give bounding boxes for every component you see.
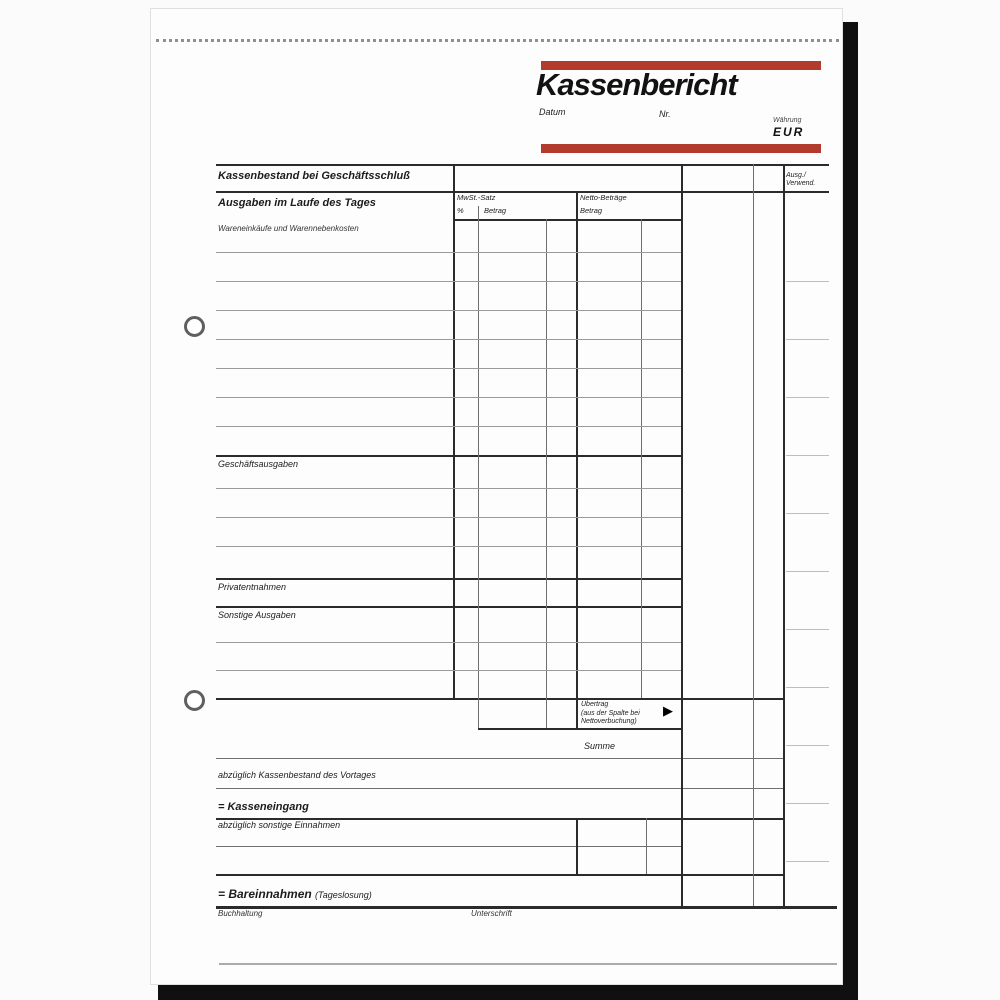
bottom-rule	[219, 963, 837, 965]
row-sonstige-ausgaben: Sonstige Ausgaben	[218, 610, 296, 620]
ruled-line	[216, 281, 681, 282]
ruled-line	[216, 488, 681, 489]
date-label: Datum	[539, 107, 566, 117]
grid-line	[216, 455, 681, 457]
grid-line	[216, 164, 829, 166]
grid-line-vertical	[546, 219, 547, 728]
right-column-rule	[786, 571, 829, 572]
grid-line	[478, 728, 681, 730]
grid-line-vertical	[646, 818, 647, 874]
grid-line-vertical	[783, 164, 785, 906]
grid-line	[216, 758, 783, 759]
row-ausgaben-heading: Ausgaben im Laufe des Tages	[218, 197, 376, 209]
ruled-line	[216, 426, 681, 427]
footer-left-label: Buchhaltung	[218, 909, 263, 918]
right-column-rule	[786, 745, 829, 746]
right-column-rule	[786, 513, 829, 514]
col-header-betrag: Betrag	[484, 206, 507, 215]
uebertrag-note	[581, 701, 640, 727]
grid-line	[216, 606, 681, 608]
punch-hole-top	[184, 316, 205, 337]
uebertrag-line1: Übertrag	[581, 701, 609, 708]
grid-line-vertical	[478, 206, 479, 728]
ruled-line	[216, 368, 681, 369]
carryover-arrow-icon: ▶	[663, 703, 673, 718]
col-header-right-1: Ausg./	[786, 172, 806, 179]
right-column-rule	[786, 455, 829, 456]
ruled-line	[216, 397, 681, 398]
col-header-right-2: Verwend.	[786, 180, 816, 187]
perforation-line	[156, 39, 839, 42]
grid-line	[216, 698, 783, 700]
row-kasseneingang: = Kasseneingang	[218, 801, 309, 813]
ruled-line	[216, 546, 681, 547]
row-bareinnahmen	[218, 888, 372, 901]
kassenbericht-form-page	[150, 8, 843, 985]
right-column-rule	[786, 339, 829, 340]
number-label: Nr.	[659, 109, 671, 119]
ruled-line	[216, 310, 681, 311]
page-shadow-right	[841, 22, 858, 1000]
grid-line-vertical	[641, 219, 642, 698]
right-column-rule	[786, 629, 829, 630]
row-geschaeftsausgaben: Geschäftsausgaben	[218, 459, 299, 469]
currency-label: Währung	[773, 117, 802, 124]
ruled-line	[216, 339, 681, 340]
grid-line-vertical	[753, 164, 754, 906]
row-kassenbestand: Kassenbestand bei Geschäftsschluß	[218, 170, 410, 182]
grid-line-vertical	[681, 164, 683, 906]
ruled-line	[216, 252, 681, 253]
form-title: Kassenbericht	[536, 67, 737, 102]
right-column-rule	[786, 281, 829, 282]
row-summe: Summe	[584, 741, 616, 751]
uebertrag-line2: (aus der Spalte bei	[581, 709, 640, 717]
right-column-rule	[786, 397, 829, 398]
col-header-netto-betrag: Betrag	[580, 206, 603, 215]
row-privatentnahmen: Privatentnahmen	[218, 582, 287, 592]
grid-line	[216, 846, 681, 847]
row-abzueglich-vortag: abzüglich Kassenbestand des Vortages	[218, 770, 376, 780]
grid-line-vertical	[453, 164, 455, 698]
grid-line-vertical	[576, 191, 578, 728]
punch-hole-bottom	[184, 690, 205, 711]
col-header-netto: Netto-Beträge	[580, 193, 627, 202]
ruled-line	[216, 642, 681, 643]
uebertrag-line3: Nettoverbuchung)	[581, 718, 637, 725]
bareinnahmen-note: (Tageslosung)	[315, 890, 372, 900]
ruled-line	[216, 670, 681, 671]
grid-line	[216, 906, 837, 909]
ruled-line	[216, 517, 681, 518]
grid-line	[216, 191, 829, 193]
row-abzueglich-sonstige: abzüglich sonstige Einnahmen	[218, 820, 341, 830]
right-column-rule	[786, 687, 829, 688]
grid-line	[216, 578, 681, 580]
row-wareneinkaeufe: Wareneinkäufe und Warennebenkosten	[218, 224, 359, 233]
page-shadow-bottom	[158, 984, 858, 1000]
grid-line	[453, 219, 681, 221]
right-column-rule	[786, 861, 829, 862]
grid-line	[216, 788, 783, 789]
col-header-mwst: MwSt.-Satz	[457, 193, 496, 202]
col-header-percent: %	[457, 206, 464, 215]
red-bar-bottom	[541, 144, 821, 153]
footer-right-label: Unterschrift	[471, 909, 512, 918]
grid-line-vertical	[576, 818, 578, 874]
right-column-rule	[786, 803, 829, 804]
bareinnahmen-label: = Bareinnahmen	[218, 887, 312, 901]
currency-value: EUR	[773, 125, 805, 139]
grid-line	[216, 874, 783, 876]
